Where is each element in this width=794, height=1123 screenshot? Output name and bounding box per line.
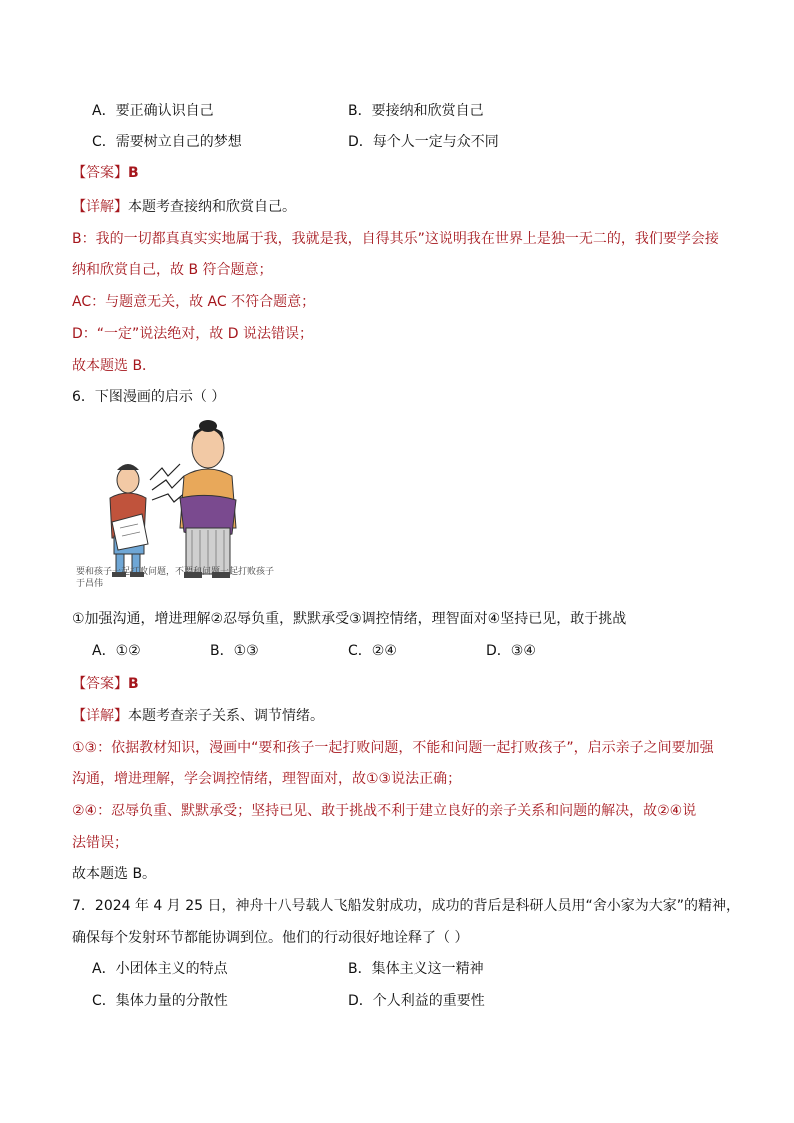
- q7-stem-line1: 7．2024 年 4 月 25 日，神舟十八号载人飞船发射成功，成功的背后是科研人员用“舍小家为大家”的精神，: [72, 898, 741, 914]
- answer-value: B: [128, 676, 139, 692]
- q5-option-b: B．要接纳和欣赏自己: [348, 103, 484, 119]
- q7-option-b: B．集体主义这一精神: [348, 961, 484, 977]
- q7-stem-line2: 确保每个发射环节都能协调到位。他们的行动很好地诠释了（ ）: [72, 930, 469, 946]
- q5-explanation-2: AC：与题意无关，故 AC 不符合题意；: [72, 294, 316, 310]
- cartoon-caption: 要和孩子一起打败问题，不要和问题一起打败孩子 于昌伟: [76, 567, 275, 589]
- q5-conclusion: 故本题选 B．: [72, 358, 157, 374]
- answer-tag: 【答案】: [72, 676, 128, 692]
- q6-detail: [72, 706, 324, 726]
- q6-stem: 6．下图漫画的启示（ ）: [72, 389, 226, 405]
- q6-option-d: D．③④: [486, 643, 536, 659]
- answer-value: B: [128, 165, 139, 181]
- answer-tag: 【答案】: [72, 165, 128, 181]
- q5-option-a: A．要正确认识自己: [92, 103, 214, 119]
- q5-explanation-1a: B：我的一切都真真实实地属于我，我就是我，自得其乐”这说明我在世界上是独一无二的，我们要学会接: [72, 231, 719, 247]
- q7-option-c: C．集体力量的分散性: [92, 993, 228, 1009]
- detail-tag: 【详解】: [72, 708, 128, 724]
- q5-option-d: D．每个人一定与众不同: [348, 134, 499, 150]
- q6-conclusion: 故本题选 B。: [72, 866, 157, 882]
- q6-statements: ①加强沟通，增进理解②忍辱负重，默默承受③调控情绪，理智面对④坚持已见，敢于挑战: [72, 611, 627, 627]
- q7-option-a: A．小团体主义的特点: [92, 961, 228, 977]
- q6-explanation-1a: ①③：依据教材知识，漫画中“要和孩子一起打败问题，不能和问题一起打败孩子”，启示亲子之间要加强: [72, 740, 714, 756]
- q6-answer: [72, 674, 139, 694]
- q5-explanation-3: D：“一定”说法绝对，故 D 说法错误；: [72, 326, 313, 342]
- detail-tag: 【详解】: [72, 199, 128, 215]
- q6-explanation-1b: 沟通，增进理解，学会调控情绪，理智面对，故①③说法正确；: [72, 771, 462, 787]
- q6-option-c: C．②④: [348, 643, 397, 659]
- detail-text: 本题考查接纳和欣赏自己。: [128, 199, 296, 215]
- detail-text: 本题考查亲子关系、调节情绪。: [128, 708, 324, 724]
- q7-option-d: D．个人利益的重要性: [348, 993, 485, 1009]
- q6-option-b: B．①③: [210, 643, 259, 659]
- q5-explanation-1b: 纳和欣赏自己，故 B 符合题意；: [72, 262, 273, 278]
- q6-explanation-2b: 法错误；: [72, 835, 128, 851]
- q6-explanation-2a: ②④：忍辱负重、默默承受；坚持已见、敢于挑战不利于建立良好的亲子关系和问题的解决，故②④说: [72, 803, 697, 819]
- q5-detail: [72, 197, 296, 217]
- q5-option-c: C．需要树立自己的梦想: [92, 134, 242, 150]
- q6-option-a: A．①②: [92, 643, 141, 659]
- q5-answer: [72, 163, 139, 183]
